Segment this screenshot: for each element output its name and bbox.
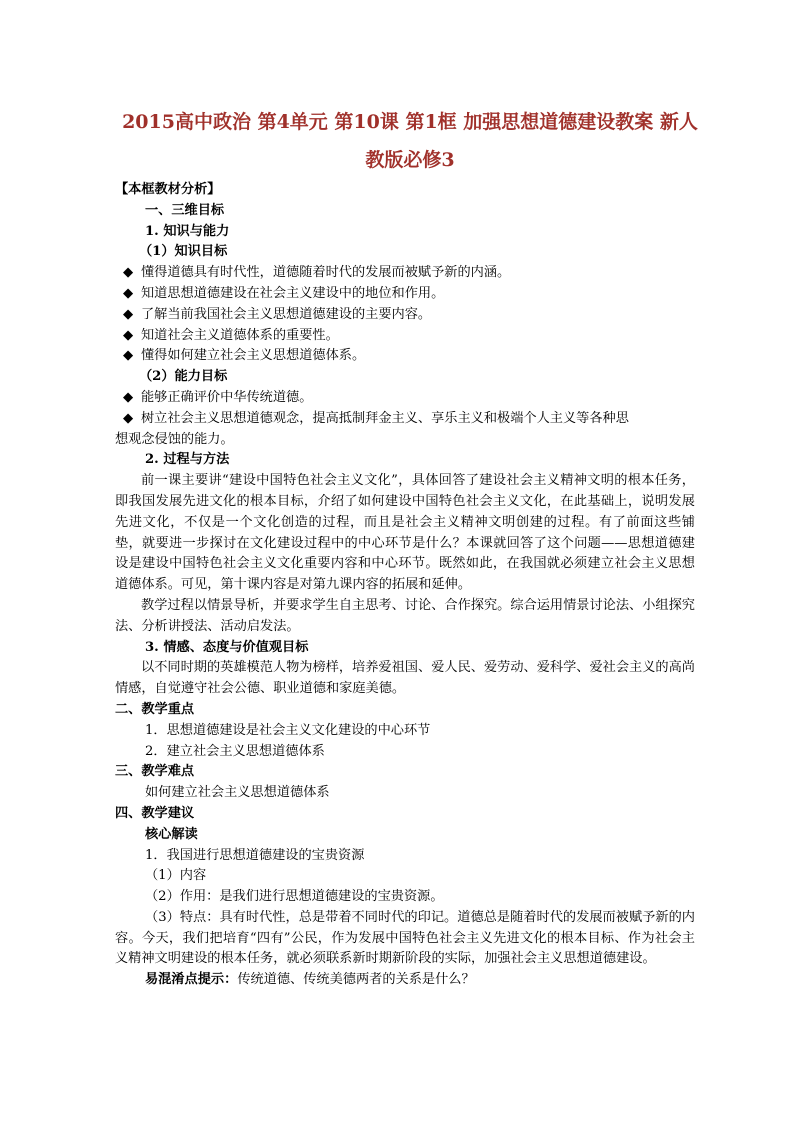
confusion-tip-text: 传统道德、传统美德两者的关系是什么？ (237, 972, 475, 988)
list-item: ◆ 了解当前我国社会主义思想道德建设的主要内容。 (115, 305, 695, 326)
bullet-diamond-icon: ◆ (123, 265, 134, 281)
core-item-1: 1．我国进行思想道德建设的宝贵资源 (145, 847, 365, 863)
list-item: ◆ 懂得如何建立社会主义思想道德体系。 (115, 346, 695, 367)
bullet-diamond-icon: ◆ (123, 410, 134, 426)
document-body (115, 180, 695, 991)
title-line-2: 教版必修3 (365, 149, 455, 171)
section-analysis-heading: 【本框教材分析】 (115, 182, 221, 197)
bullet-diamond-icon: ◆ (123, 327, 134, 343)
bullet-diamond-icon: ◆ (123, 348, 134, 364)
document-title (110, 103, 710, 179)
title-line-1: 2015高中政治 第4单元 第10课 第1框 加强思想道德建设教案 新人 (122, 111, 698, 133)
list-item: ◆ 懂得道德具有时代性，道德随着时代的发展而被赋予新的内涵。 (115, 263, 695, 284)
bullet-diamond-icon: ◆ (123, 285, 134, 301)
key-points-heading: 二、教学重点 (115, 701, 195, 717)
process-paragraph-2: 教学过程以情景导析，并要求学生自主思考、讨论、合作探究。综合运用情景讨论法、小组探究法、分析讲授法、活动启发法。 (115, 597, 695, 634)
knowledge-goal-heading: （1）知识目标 (139, 244, 228, 260)
difficult-points-heading: 三、教学难点 (115, 764, 195, 780)
core-item-1-2: （2）作用：是我们进行思想道德建设的宝贵资源。 (145, 889, 444, 905)
bullet-diamond-icon: ◆ (123, 306, 134, 322)
key-point-item: 1．思想道德建设是社会主义文化建设的中心环节 (145, 722, 431, 738)
confusion-tip-label: 易混淆点提示： (145, 972, 238, 988)
bullet-diamond-icon: ◆ (123, 389, 134, 405)
list-item: ◆ 知道社会主义道德体系的重要性。 (115, 326, 695, 347)
process-method-heading: 2. 过程与方法 (145, 452, 230, 468)
knowledge-ability-heading: 1. 知识与能力 (145, 223, 230, 239)
core-item-1-3: （3）特点：具有时代性，总是带着不同时代的印记。道德总是随着时代的发展而被赋予新的内容。今天，我们把培育“四有”公民，作为发展中国特色社会主义先进文化的根本目标、作为社会主义精神文明建设的根本任务，就必须联系新时期新阶段的实际，加强社会主义思想道德建设。 (115, 909, 695, 967)
core-item-1-1: （1）内容 (145, 868, 207, 884)
ability-goal-heading: （2）能力目标 (139, 369, 228, 385)
key-point-item: 2．建立社会主义思想道德体系 (145, 743, 325, 759)
process-paragraph-1: 前一课主要讲“建设中国特色社会主义文化”，具体回答了建设社会主义精神文明的根本任务，即我国发展先进文化的根本目标，介绍了如何建设中国特色社会主义文化，在此基础上，说明发展先进文化，不仅是一个文化创造的过程，而且是社会主义精神文明创建的过程。有了前面这些铺垫，就要进一步探讨在文化建设过程中的中心环节是什么？本课就回答了这个问题——思想道德建设是建设中国特色社会主义文化重要内容和中心环节。既然如此，在我国就必须建立社会主义思想道德体系。可见，第十课内容是对第九课内容的拓展和延伸。 (115, 473, 695, 593)
difficult-point-item: 如何建立社会主义思想道德体系 (145, 785, 330, 801)
confusion-tip (115, 970, 695, 991)
emotion-paragraph: 以不同时期的英雄模范人物为榜样，培养爱祖国、爱人民、爱劳动、爱科学、爱社会主义的高尚情感，自觉遵守社会公德、职业道德和家庭美德。 (115, 660, 695, 697)
list-item-continuation: 想观念侵蚀的能力。 (115, 431, 234, 447)
list-item: ◆ 树立社会主义思想道德观念，提高抵制拜金主义、享乐主义和极端个人主义等各种思 (115, 409, 695, 430)
list-item: ◆ 知道思想道德建设在社会主义建设中的地位和作用。 (115, 284, 695, 305)
goals-heading: 一、三维目标 (145, 202, 225, 218)
core-interpretation-heading: 核心解读 (145, 826, 198, 842)
list-item: ◆ 能够正确评价中华传统道德。 (115, 388, 695, 409)
suggestions-heading: 四、教学建议 (115, 805, 195, 821)
emotion-heading: 3. 情感、态度与价值观目标 (145, 639, 309, 655)
